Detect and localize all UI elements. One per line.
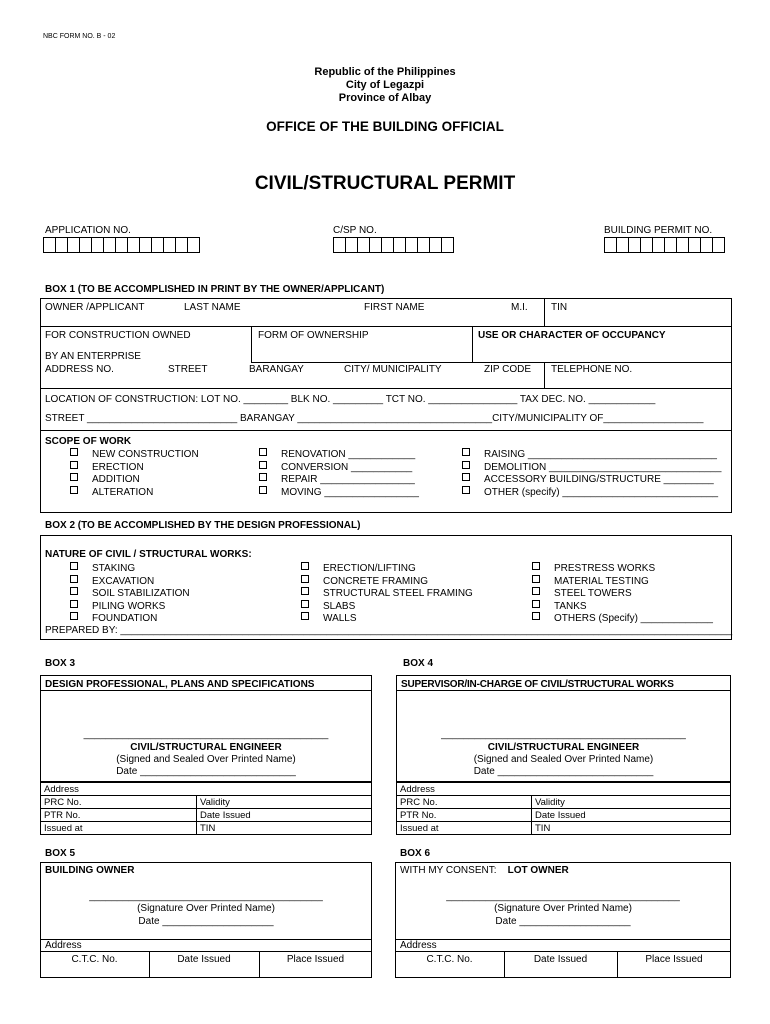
tin-label: TIN xyxy=(551,302,568,313)
mi-label: M.I. xyxy=(511,302,528,313)
scope-col2-item[interactable] xyxy=(259,473,415,485)
box6-signature: (Signature Over Printed Name) xyxy=(494,903,632,914)
address-no-label: ADDRESS NO. xyxy=(45,364,114,375)
street-label: STREET xyxy=(168,364,208,375)
scope-col1-item[interactable] xyxy=(70,461,144,473)
nature-col3-label: TANKS xyxy=(554,600,587,612)
box4-prc: PRC No. xyxy=(397,796,532,809)
nature-col3-item[interactable] xyxy=(532,587,632,599)
checkbox-icon[interactable] xyxy=(301,562,309,570)
form-of-ownership-label: FORM OF OWNERSHIP xyxy=(258,330,369,341)
checkbox-icon[interactable] xyxy=(462,486,470,494)
nature-col1-item[interactable] xyxy=(70,562,135,574)
scope-col2-label: REPAIR _________________ xyxy=(281,474,415,485)
nature-col2-item[interactable] xyxy=(301,587,473,599)
checkbox-icon[interactable] xyxy=(70,562,78,570)
box3-signed: (Signed and Sealed Over Printed Name) xyxy=(116,754,296,765)
nature-col3-item[interactable] xyxy=(532,575,649,587)
scope-col3-label: DEMOLITION _______________________________ xyxy=(484,461,722,473)
checkbox-icon[interactable] xyxy=(532,612,540,620)
checkbox-icon[interactable] xyxy=(259,486,267,494)
nature-col3-label: PRESTRESS WORKS xyxy=(554,563,656,574)
barangay-label: BARANGAY xyxy=(249,364,304,375)
scope-col2-label: MOVING _________________ xyxy=(281,486,419,498)
box3-date: Date ____________________________ xyxy=(116,766,296,777)
location-of-construction: LOCATION OF CONSTRUCTION: LOT NO. ________ BLK NO. _________ TCT NO. ________________ TAX DEC. NO. ____________ xyxy=(45,394,656,405)
nature-col3-item[interactable] xyxy=(532,562,655,574)
checkbox-icon[interactable] xyxy=(301,575,309,583)
checkbox-icon[interactable] xyxy=(462,448,470,456)
box4-date-issued: Date Issued xyxy=(532,809,731,822)
box1-heading: BOX 1 (TO BE ACCOMPLISHED IN PRINT BY THE OWNER/APPLICANT) xyxy=(45,284,385,295)
nature-col2-label: ERECTION/LIFTING xyxy=(323,563,416,574)
nature-col2-label: STRUCTURAL STEEL FRAMING xyxy=(323,588,473,600)
checkbox-icon[interactable] xyxy=(462,473,470,481)
scope-col1-label: ERECTION xyxy=(92,461,144,473)
csp-no-cells[interactable] xyxy=(333,237,454,253)
nature-col1-label: EXCAVATION xyxy=(92,575,155,587)
box3-sign-line: ____________________________________________ xyxy=(83,729,329,740)
nature-col1-item[interactable] xyxy=(70,612,157,624)
scope-col1-label: NEW CONSTRUCTION xyxy=(92,449,199,460)
checkbox-icon[interactable] xyxy=(532,575,540,583)
scope-col1-item[interactable] xyxy=(70,473,140,485)
application-no-label: APPLICATION NO. xyxy=(45,225,131,236)
box5-sign-line: __________________________________________ xyxy=(89,891,323,902)
nature-col3-label: OTHERS (Specify) _____________ xyxy=(554,613,713,625)
for-construction-label: FOR CONSTRUCTION OWNED xyxy=(45,330,191,341)
box3-ptr: PTR No. xyxy=(41,809,197,822)
checkbox-icon[interactable] xyxy=(70,486,78,494)
telephone-no-label: TELEPHONE NO. xyxy=(551,364,633,375)
by-enterprise-label: BY AN ENTERPRISE xyxy=(45,351,141,362)
box4-validity: Validity xyxy=(532,796,731,809)
office-title: OFFICE OF THE BUILDING OFFICIAL xyxy=(266,119,504,134)
box4-heading: SUPERVISOR/IN-CHARGE OF CIVIL/STRUCTURAL WORKS xyxy=(401,679,674,690)
first-name-label: FIRST NAME xyxy=(364,302,425,313)
checkbox-icon[interactable] xyxy=(301,587,309,595)
nature-col2-item[interactable] xyxy=(301,562,416,574)
box6-ctc: C.T.C. No. xyxy=(426,954,473,965)
checkbox-icon[interactable] xyxy=(259,473,267,481)
box3-details-table xyxy=(40,782,372,835)
scope-col2-item[interactable] xyxy=(259,461,412,473)
nature-col2-label: CONCRETE FRAMING xyxy=(323,575,428,587)
box6-label: BOX 6 xyxy=(400,848,431,859)
box4-role: CIVIL/STRUCTURAL ENGINEER xyxy=(487,742,640,753)
scope-col3-item[interactable] xyxy=(462,448,717,460)
box4-details-table xyxy=(396,782,731,835)
city-municipality-label: CITY/ MUNICIPALITY xyxy=(344,364,442,375)
scope-of-work-heading: SCOPE OF WORK xyxy=(45,436,132,447)
box4-sign-line: ____________________________________________ xyxy=(441,729,686,740)
building-permit-no-label: BUILDING PERMIT NO. xyxy=(604,225,713,236)
box5-place-issued: Place Issued xyxy=(286,954,345,965)
nature-col3-label: MATERIAL TESTING xyxy=(554,575,649,587)
nature-col1-label: PILING WORKS xyxy=(92,600,166,612)
use-or-character-label: USE OR CHARACTER OF OCCUPANCY xyxy=(478,330,666,341)
box5-signature: (Signature Over Printed Name) xyxy=(137,903,275,914)
nature-col1-label: SOIL STABILIZATION xyxy=(92,588,190,600)
box3-prc: PRC No. xyxy=(41,796,197,809)
nature-col3-item[interactable] xyxy=(532,612,713,624)
box6-address: Address xyxy=(400,940,437,951)
nature-col2-label: WALLS xyxy=(323,613,357,625)
box4-label: BOX 4 xyxy=(403,658,434,669)
box6-consent xyxy=(400,865,569,876)
checkbox-icon[interactable] xyxy=(70,461,78,469)
nature-col3-item[interactable] xyxy=(532,600,587,612)
scope-col3-label: RAISING __________________________________ xyxy=(484,449,717,460)
checkbox-icon[interactable] xyxy=(301,612,309,620)
box6-sign-line: __________________________________________ xyxy=(446,891,680,902)
header-republic: Republic of the Philippines xyxy=(314,66,456,78)
checkbox-icon[interactable] xyxy=(70,448,78,456)
nature-col2-item[interactable] xyxy=(301,612,357,624)
box6-consent-prefix: WITH MY CONSENT: xyxy=(400,865,497,876)
checkbox-icon[interactable] xyxy=(70,612,78,620)
box5-address: Address xyxy=(45,940,82,951)
scope-col2-item[interactable] xyxy=(259,448,415,460)
box3-validity: Validity xyxy=(197,796,372,809)
checkbox-icon[interactable] xyxy=(301,600,309,608)
nature-col3-label: STEEL TOWERS xyxy=(554,588,632,600)
box3-heading: DESIGN PROFESSIONAL, PLANS AND SPECIFICATIONS xyxy=(45,679,315,690)
building-permit-no-cells[interactable] xyxy=(604,237,725,253)
box4-issued-at: Issued at xyxy=(397,822,532,835)
box3-issued-at: Issued at xyxy=(41,822,197,835)
scope-col3-item[interactable] xyxy=(462,486,718,498)
checkbox-icon[interactable] xyxy=(532,562,540,570)
checkbox-icon[interactable] xyxy=(70,575,78,583)
box3-tin: TIN xyxy=(197,822,372,835)
checkbox-icon[interactable] xyxy=(462,461,470,469)
checkbox-icon[interactable] xyxy=(70,473,78,481)
box6-date-issued: Date Issued xyxy=(533,954,588,965)
box4-ptr: PTR No. xyxy=(397,809,532,822)
last-name-label: LAST NAME xyxy=(184,302,241,313)
box2-heading: BOX 2 (TO BE ACCOMPLISHED BY THE DESIGN PROFESSIONAL) xyxy=(45,520,361,531)
box4-address: Address xyxy=(397,783,731,796)
nature-col1-item[interactable] xyxy=(70,575,154,587)
scope-col2-item[interactable] xyxy=(259,486,419,498)
box3-date-issued: Date Issued xyxy=(197,809,372,822)
box5-heading: BUILDING OWNER xyxy=(45,865,135,876)
nature-col2-label: SLABS xyxy=(323,600,356,612)
checkbox-icon[interactable] xyxy=(70,587,78,595)
nature-col1-label: STAKING xyxy=(92,563,136,574)
checkbox-icon[interactable] xyxy=(70,600,78,608)
nature-col2-item[interactable] xyxy=(301,575,428,587)
box5-date-issued: Date Issued xyxy=(177,954,231,965)
checkbox-icon[interactable] xyxy=(532,587,540,595)
checkbox-icon[interactable] xyxy=(259,448,267,456)
header-city: City of Legazpi xyxy=(345,79,425,91)
scope-col1-label: ADDITION xyxy=(92,474,140,485)
box6-lot-owner: LOT OWNER xyxy=(507,865,569,876)
box5-ctc: C.T.C. No. xyxy=(71,954,118,965)
box5-label: BOX 5 xyxy=(45,848,76,859)
scope-col2-label: RENOVATION ____________ xyxy=(281,449,416,460)
box3-address: Address xyxy=(41,783,372,796)
application-no-cells[interactable] xyxy=(43,237,200,253)
zip-code-label: ZIP CODE xyxy=(484,364,532,375)
box6-place-issued: Place Issued xyxy=(645,954,703,965)
box4-date: Date ____________________________ xyxy=(473,766,654,777)
prepared-by: PREPARED BY: ______________________________________________________________________________________________________________ xyxy=(45,625,733,636)
nature-col2-item[interactable] xyxy=(301,600,355,612)
location-street-line: STREET ___________________________ BARANGAY ___________________________________CITY/MUNICIPALITY OF__________________ xyxy=(45,413,704,424)
box6-date: Date ____________________ xyxy=(495,916,631,927)
scope-col3-item[interactable] xyxy=(462,473,714,485)
header-province: Province of Albay xyxy=(338,92,432,104)
box3-label: BOX 3 xyxy=(45,658,76,669)
checkbox-icon[interactable] xyxy=(259,461,267,469)
nature-heading: NATURE OF CIVIL / STRUCTURAL WORKS: xyxy=(45,549,252,560)
owner-applicant-label: OWNER /APPLICANT xyxy=(45,302,145,313)
nature-col1-item[interactable] xyxy=(70,600,165,612)
box4-tin: TIN xyxy=(532,822,731,835)
scope-col1-label: ALTERATION xyxy=(92,486,154,498)
box4-signed: (Signed and Sealed Over Printed Name) xyxy=(473,754,654,765)
checkbox-icon[interactable] xyxy=(532,600,540,608)
scope-col2-label: CONVERSION ___________ xyxy=(281,461,413,473)
page-title: CIVIL/STRUCTURAL PERMIT xyxy=(254,173,516,194)
scope-col3-label: ACCESSORY BUILDING/STRUCTURE _________ xyxy=(484,474,714,485)
box5-date: Date ____________________ xyxy=(138,916,274,927)
scope-col3-item[interactable] xyxy=(462,461,721,473)
scope-col3-label: OTHER (specify) ____________________________ xyxy=(484,486,719,498)
nature-col1-label: FOUNDATION xyxy=(92,613,158,625)
nature-col1-item[interactable] xyxy=(70,587,190,599)
scope-col1-item[interactable] xyxy=(70,486,153,498)
box3-role: CIVIL/STRUCTURAL ENGINEER xyxy=(130,742,282,753)
csp-no-label: C/SP NO. xyxy=(333,225,377,236)
form-number: NBC FORM NO. B - 02 xyxy=(43,33,116,40)
scope-col1-item[interactable] xyxy=(70,448,199,460)
